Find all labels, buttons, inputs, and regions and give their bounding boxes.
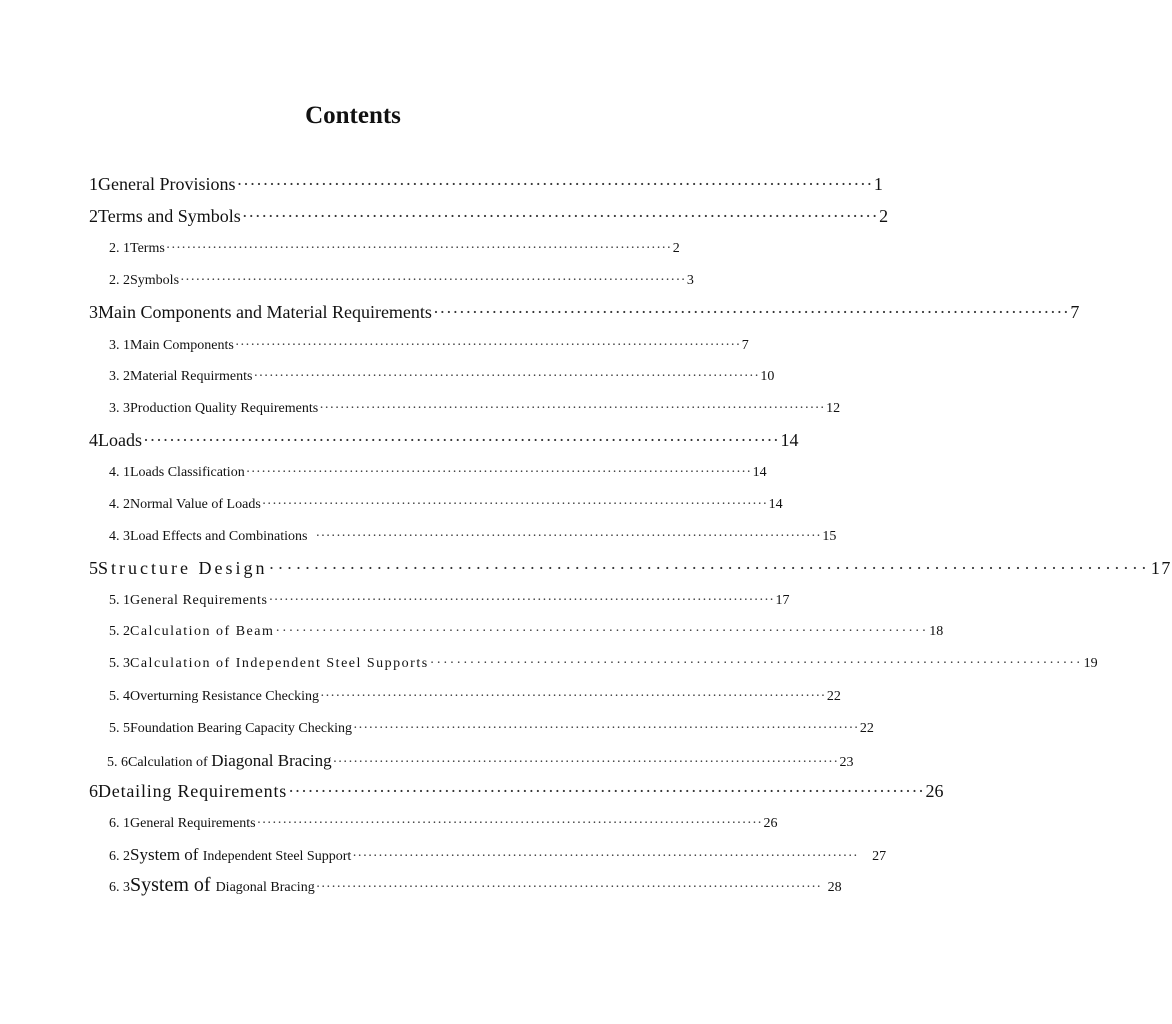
toc-entry[interactable] <box>109 465 767 481</box>
toc-page: 17 <box>1150 558 1172 578</box>
toc-entry[interactable] <box>109 338 749 354</box>
toc-entry[interactable] <box>89 174 883 195</box>
toc-label: Load Effects and Combinations <box>130 529 308 544</box>
toc-label: Main Components and Material Requirements <box>98 302 432 322</box>
toc-leader: ·································································································· <box>245 465 752 480</box>
toc-page: 15 <box>822 529 837 544</box>
toc-leader: ·································································································· <box>261 497 768 512</box>
toc-leader: ·································································································· <box>352 849 859 864</box>
toc-label: Material Requirments <box>130 369 253 384</box>
toc-number: 4. 3 <box>109 529 130 544</box>
toc-number: 6. 3 <box>109 880 130 895</box>
toc-number: 4. 2 <box>109 497 130 512</box>
toc-page: 22 <box>826 689 841 704</box>
toc-page: 18 <box>929 624 944 639</box>
toc-page: 2 <box>879 206 889 226</box>
toc-entry[interactable] <box>89 558 1172 579</box>
toc-page: 12 <box>826 401 841 416</box>
toc-leader: ·································································································· <box>353 721 859 736</box>
toc-page: 17 <box>775 593 790 608</box>
toc-leader: ·································································································· <box>268 558 1150 578</box>
toc-page: 10 <box>760 369 775 384</box>
toc-label <box>130 874 315 897</box>
toc-entry[interactable] <box>109 874 842 897</box>
toc-label-part: Calculation of <box>128 755 212 770</box>
toc-entry[interactable] <box>109 624 944 640</box>
toc-number: 6 <box>89 781 98 801</box>
toc-label <box>130 845 351 865</box>
toc-number: 3. 2 <box>109 369 130 384</box>
toc-leader: ·································································································· <box>315 880 822 895</box>
toc-number: 5. 6 <box>107 755 128 770</box>
toc-label: General Requirements <box>130 593 268 608</box>
toc-entry[interactable] <box>89 206 889 227</box>
toc-number: 5. 2 <box>109 624 130 639</box>
toc-page: 19 <box>1083 656 1098 671</box>
toc-page: 2 <box>672 241 680 256</box>
toc-page: 28 <box>827 880 842 895</box>
toc-leader: ·································································································· <box>288 781 925 801</box>
toc-entry[interactable] <box>89 430 799 451</box>
toc-number: 1 <box>89 174 98 194</box>
toc-label: Production Quality Requirements <box>130 401 319 416</box>
toc-leader: ·································································································· <box>319 689 826 704</box>
page-title: Contents <box>305 102 401 129</box>
toc-entry[interactable] <box>109 273 694 289</box>
toc-number: 4. 1 <box>109 465 130 480</box>
toc-label: Structure Design <box>98 558 268 578</box>
toc-page: 14 <box>752 465 767 480</box>
toc-label-part: Diagonal Bracing <box>215 880 315 895</box>
toc-page: 22 <box>859 721 874 736</box>
toc-label-part: Independent Steel Support <box>202 849 352 864</box>
toc-leader: ·································································································· <box>429 656 1083 671</box>
toc-entry[interactable] <box>109 497 783 513</box>
toc-page: 26 <box>763 816 778 831</box>
toc-label: Normal Value of Loads <box>130 497 261 512</box>
toc-page: 23 <box>839 755 854 770</box>
toc-label-part: System of <box>130 874 216 896</box>
toc-label: Symbols <box>130 273 180 288</box>
toc-page: 14 <box>768 497 783 512</box>
toc-page: 7 <box>1070 302 1080 322</box>
toc-number: 3. 1 <box>109 338 130 353</box>
toc-number: 5. 5 <box>109 721 130 736</box>
toc-number: 5 <box>89 558 98 578</box>
toc-leader: ·································································································· <box>236 174 873 194</box>
toc-entry[interactable] <box>109 593 790 609</box>
toc-number: 5. 3 <box>109 656 130 671</box>
toc-leader: ·································································································· <box>253 369 760 384</box>
toc-label: General Requirements <box>130 816 256 831</box>
toc-entry[interactable] <box>109 721 874 737</box>
toc-leader: ·································································································· <box>268 593 775 608</box>
toc-label: General Provisions <box>98 174 236 194</box>
toc-page: 1 <box>873 174 883 194</box>
toc-label: Loads <box>98 430 142 450</box>
toc-entry[interactable] <box>109 369 775 385</box>
toc-page: 7 <box>741 338 749 353</box>
toc-leader: ·································································································· <box>143 430 780 450</box>
toc-leader: ·································································································· <box>234 338 741 353</box>
toc-entry[interactable] <box>109 241 680 257</box>
toc-number: 6. 1 <box>109 816 130 831</box>
toc-label: Loads Classification <box>130 465 245 480</box>
toc-label-part: System of <box>130 845 203 864</box>
toc-entry[interactable] <box>109 845 887 865</box>
toc-leader: ·································································································· <box>165 241 672 256</box>
toc-leader: ·································································································· <box>180 273 686 288</box>
toc-leader: ·································································································· <box>332 755 839 770</box>
toc-label: Main Components <box>130 338 234 353</box>
toc-number: 5. 4 <box>109 689 130 704</box>
toc-entry[interactable] <box>109 656 1098 672</box>
toc-number: 2 <box>89 206 98 226</box>
toc-label: Detailing Requirements <box>98 781 288 801</box>
toc-leader: ·································································································· <box>432 302 1070 322</box>
toc-label-part: Diagonal Bracing <box>211 751 332 770</box>
toc-page: 14 <box>780 430 799 450</box>
toc-entry[interactable] <box>109 529 837 545</box>
toc-label: Terms and Symbols <box>98 206 241 226</box>
toc-number: 3. 3 <box>109 401 130 416</box>
toc-entry[interactable] <box>109 816 778 832</box>
toc-leader: ·································································································· <box>319 401 826 416</box>
toc-page: 27 <box>872 849 887 864</box>
toc-label: Terms <box>130 241 165 256</box>
toc-number: 6. 2 <box>109 849 130 864</box>
toc-entry[interactable] <box>89 302 1080 323</box>
toc-leader: ·································································································· <box>275 624 929 639</box>
toc-number: 5. 1 <box>109 593 130 608</box>
toc-entry[interactable] <box>107 751 854 771</box>
toc-label: Calculation of Beam <box>130 624 275 639</box>
toc-page: 26 <box>925 781 944 801</box>
toc-leader: ·································································································· <box>241 206 879 226</box>
toc-number: 3 <box>89 302 98 322</box>
toc-entry[interactable] <box>109 689 841 705</box>
toc-leader: ·································································································· <box>256 816 763 831</box>
toc-leader: ·································································································· <box>315 529 822 544</box>
toc-entry[interactable] <box>109 401 841 417</box>
toc-number: 2. 2 <box>109 273 130 288</box>
toc-number: 2. 1 <box>109 241 130 256</box>
toc-label: Overturning Resistance Checking <box>130 689 319 704</box>
toc-label <box>128 751 332 771</box>
toc-entry[interactable] <box>89 781 944 802</box>
toc-page: 3 <box>686 273 694 288</box>
toc-label: Foundation Bearing Capacity Checking <box>130 721 353 736</box>
toc-label: Calculation of Independent Steel Supports <box>130 656 429 671</box>
toc-number: 4 <box>89 430 98 450</box>
